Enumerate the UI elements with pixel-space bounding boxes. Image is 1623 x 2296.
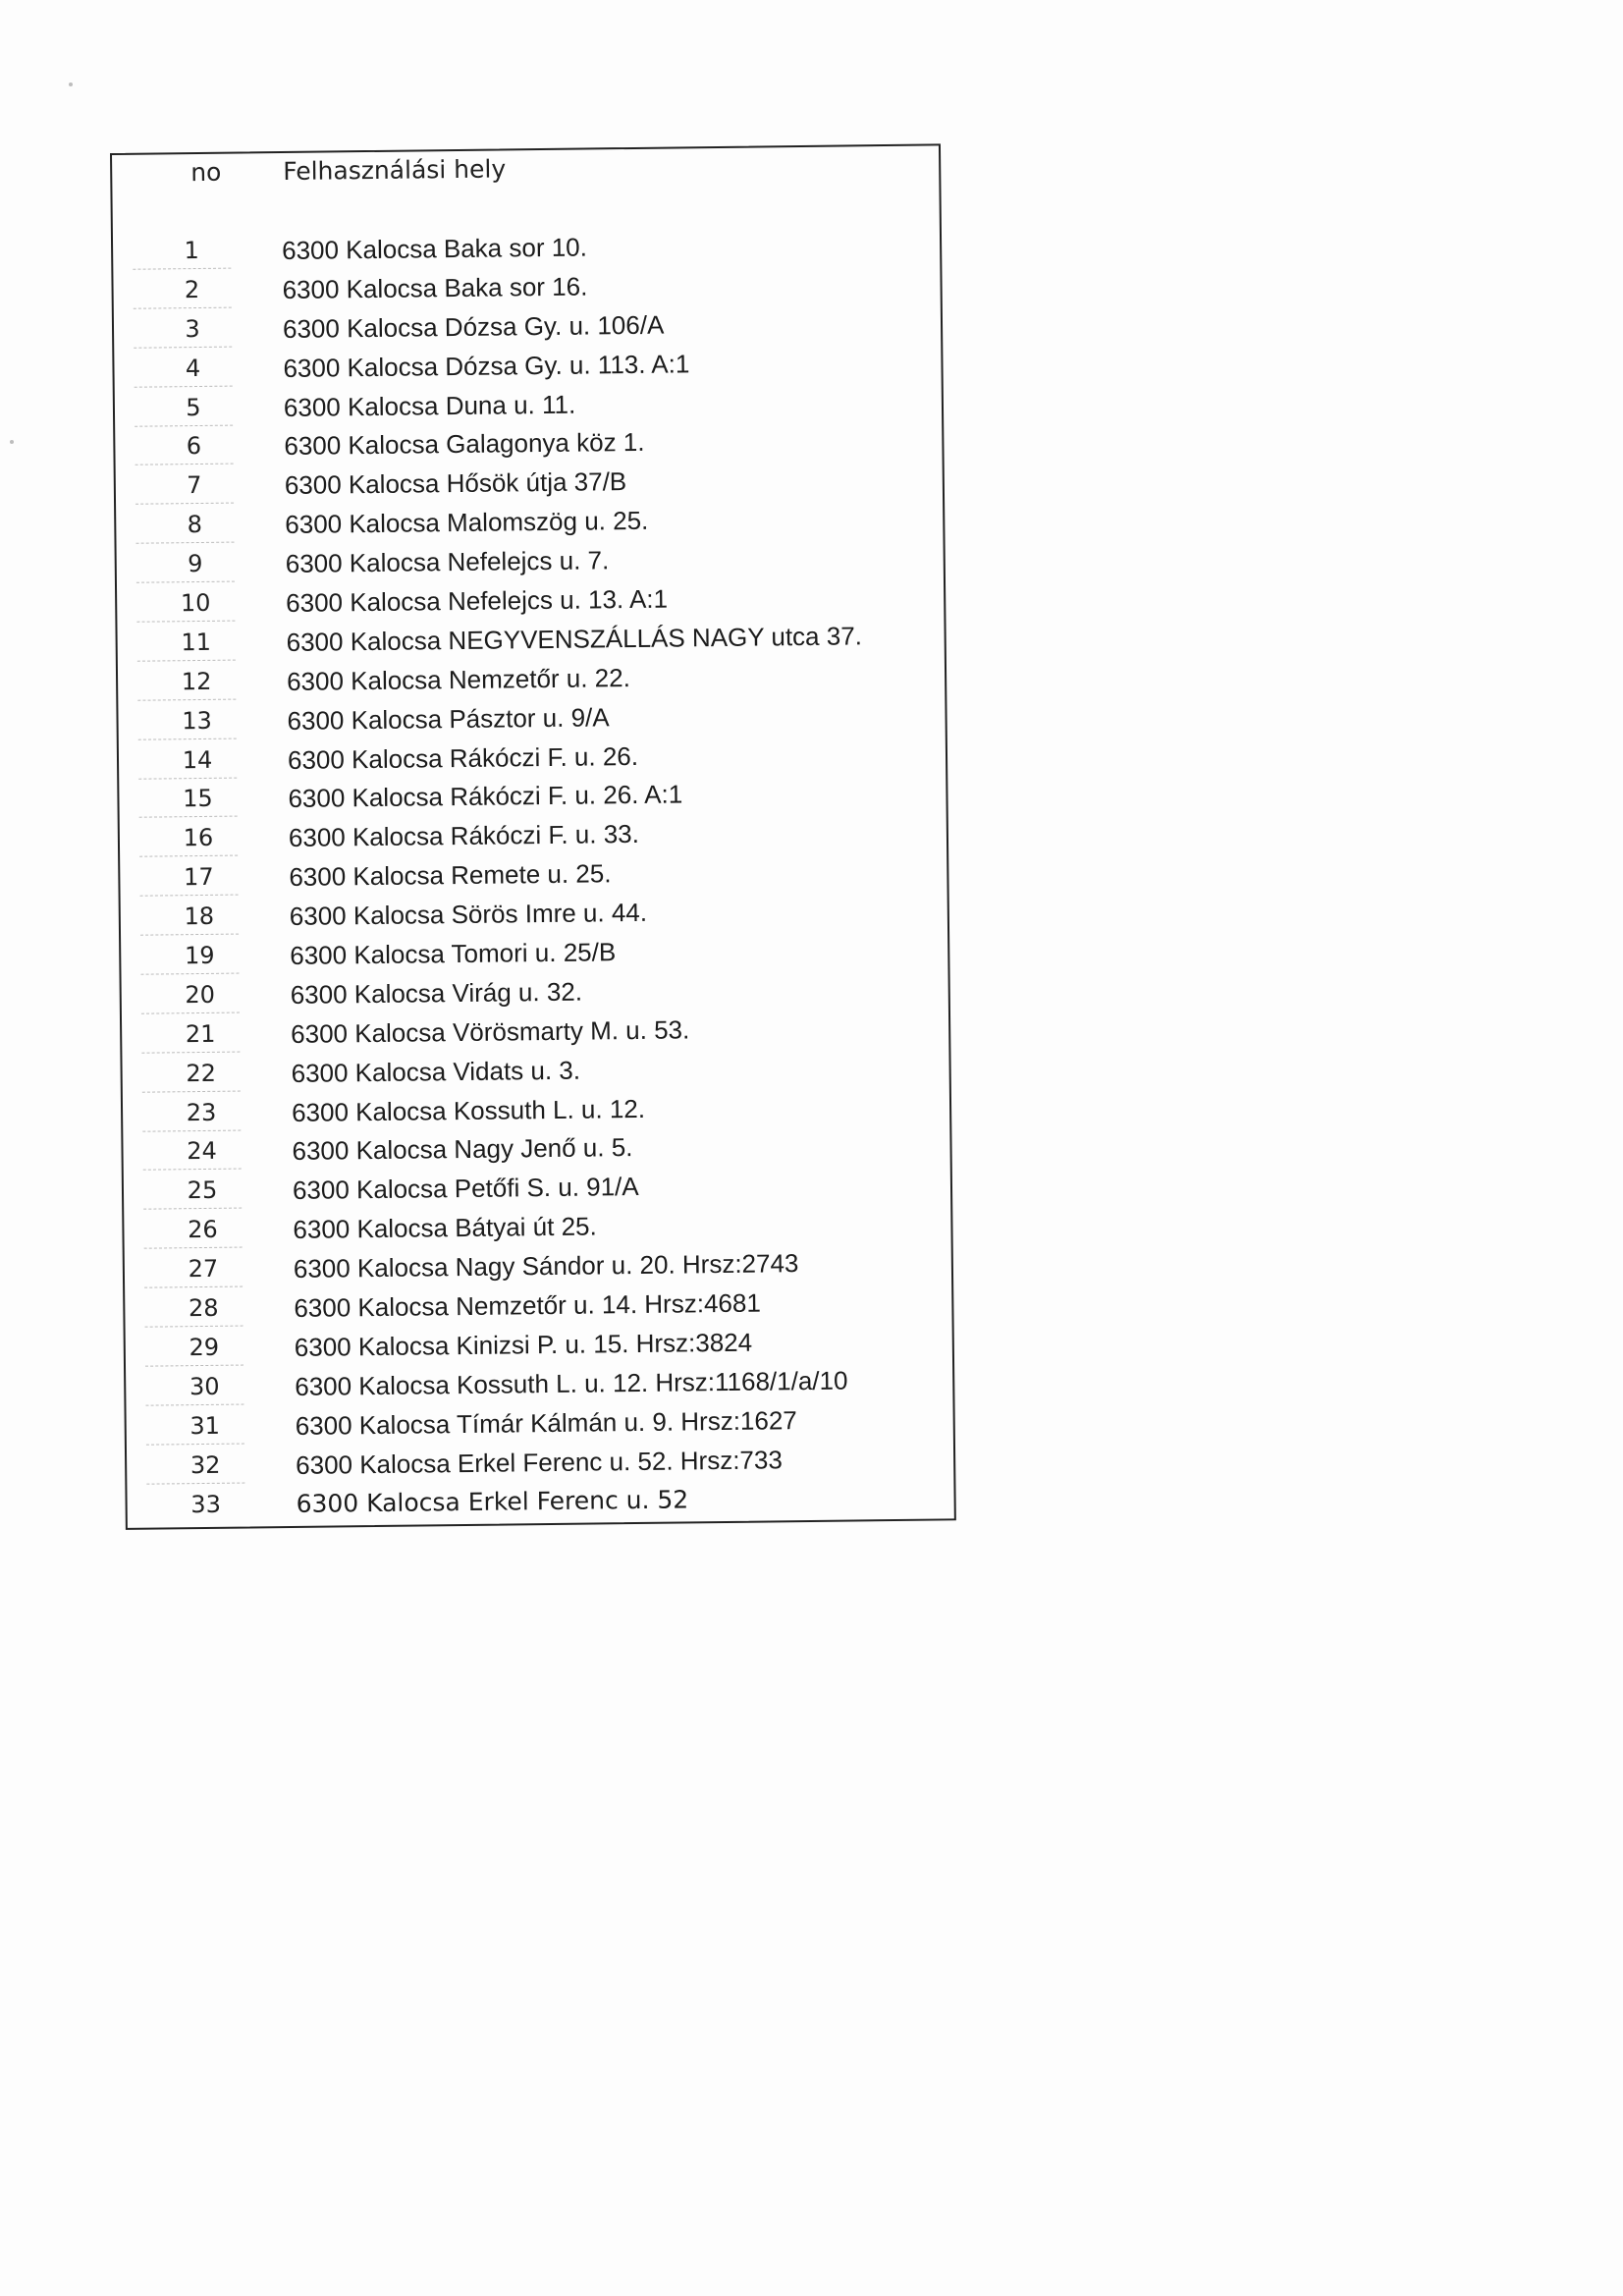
table-body [113,224,954,1526]
row-number: 28 [188,1293,219,1323]
row-place: 6300 Kalocsa Rákóczi F. u. 26. [287,740,639,775]
row-number: 25 [187,1176,218,1205]
row-separator [134,306,232,308]
row-place: 6300 Kalocsa Rákóczi F. u. 33. [288,819,640,853]
row-place: 6300 Kalocsa Remete u. 25. [289,858,612,893]
row-number: 11 [181,628,212,657]
scan-speck [10,440,14,444]
row-number: 19 [184,941,215,970]
row-number: 8 [187,511,203,539]
row-separator [136,542,235,544]
row-separator [137,698,236,700]
row-place: 6300 Kalocsa Baka sor 10. [281,232,588,266]
row-number: 2 [184,275,200,304]
row-number: 13 [182,706,212,735]
row-number: 33 [190,1490,222,1518]
row-place: 6300 Kalocsa Nagy Sándor u. 20. Hrsz:2743 [293,1248,799,1285]
row-number: 17 [183,863,214,892]
row-separator [138,777,237,779]
row-place: 6300 Kalocsa Pásztor u. 9/A [287,701,610,736]
table-row [127,1478,953,1526]
row-place: 6300 Kalocsa Kossuth L. u. 12. Hrsz:1168/1/a/10 [295,1365,848,1401]
row-number: 29 [189,1333,220,1362]
row-separator [143,1169,242,1171]
row-separator [141,1011,240,1013]
row-number: 12 [181,667,212,696]
row-separator [146,1482,244,1484]
row-number: 15 [183,785,213,813]
row-separator [138,738,237,739]
row-place: 6300 Kalocsa Rákóczi F. u. 26. A:1 [288,779,683,814]
row-place: 6300 Kalocsa Virág u. 32. [290,976,583,1010]
row-place: 6300 Kalocsa Nagy Jenő u. 5. [292,1132,633,1167]
row-separator [141,1051,240,1053]
row-number: 3 [185,314,200,343]
row-separator [136,581,235,583]
row-separator [135,464,234,465]
scan-speck [69,82,73,86]
row-place: 6300 Kalocsa Nefelejcs u. 7. [285,545,610,579]
row-place: 6300 Kalocsa Kossuth L. u. 12. [291,1093,646,1127]
row-place: 6300 Kalocsa Bátyai út 25. [293,1211,597,1245]
row-place: 6300 Kalocsa Petőfi S. u. 91/A [292,1172,639,1206]
row-place: 6300 Kalocsa Baka sor 16. [282,271,588,304]
row-place: 6300 Kalocsa Nemzetőr u. 14. Hrsz:4681 [294,1287,761,1323]
row-place: 6300 Kalocsa Vidats u. 3. [291,1055,581,1088]
row-separator [139,816,238,818]
row-place: 6300 Kalocsa Tomori u. 25/B [290,937,617,971]
row-separator [135,385,233,387]
row-number: 10 [180,588,211,618]
row-number: 22 [186,1059,217,1087]
row-number: 27 [188,1254,219,1284]
row-place: 6300 Kalocsa Kinizsi P. u. 15. Hrsz:3824 [294,1327,753,1362]
row-number: 14 [182,745,213,774]
row-separator [136,621,235,623]
row-separator [134,346,232,348]
column-header-no: no [190,157,222,188]
row-place: 6300 Kalocsa Hősök útja 37/B [284,466,627,501]
row-place: 6300 Kalocsa Sörös Imre u. 44. [289,897,648,932]
row-separator [135,503,234,505]
row-number: 21 [185,1019,216,1048]
row-separator [140,973,239,975]
row-separator [144,1247,243,1249]
row-place: 6300 Kalocsa Galagonya köz 1. [284,427,645,462]
row-place: 6300 Kalocsa Malomszög u. 25. [285,506,649,540]
row-number: 20 [185,980,216,1010]
row-separator [146,1443,244,1445]
row-place: 6300 Kalocsa Vörösmarty M. u. 53. [291,1014,690,1049]
row-separator [133,268,231,270]
row-separator [145,1326,243,1328]
row-place: 6300 Kalocsa Dózsa Gy. u. 106/A [282,309,665,344]
row-separator [137,659,236,661]
row-place: 6300 Kalocsa Erkel Ferenc u. 52 [296,1484,689,1518]
row-place: 6300 Kalocsa Erkel Ferenc u. 52. Hrsz:733 [295,1444,784,1480]
table-header [112,145,940,224]
row-separator [143,1208,242,1210]
row-separator [142,1090,241,1092]
row-number: 9 [187,550,203,578]
row-place: 6300 Kalocsa Nemzetőr u. 22. [286,662,631,696]
row-separator [139,855,238,857]
locations-table [110,143,956,1530]
row-separator [144,1286,243,1288]
row-number: 4 [185,354,201,382]
row-number: 1 [184,236,199,265]
row-number: 23 [186,1098,217,1126]
row-place: 6300 Kalocsa Dózsa Gy. u. 113. A:1 [283,348,690,383]
row-number: 18 [184,902,215,931]
row-separator [142,1129,241,1131]
row-number: 16 [183,824,214,852]
row-separator [145,1403,243,1405]
row-number: 26 [188,1216,218,1244]
row-place: 6300 Kalocsa Nefelejcs u. 13. A:1 [286,583,669,619]
row-number: 5 [186,393,201,421]
row-separator [145,1364,243,1366]
row-number: 24 [187,1137,217,1166]
row-separator [140,934,239,936]
row-number: 7 [187,471,202,500]
row-place: 6300 Kalocsa NEGYVENSZÁLLÁS NAGY utca 37. [286,621,863,657]
column-header-place: Felhasználási hely [283,154,507,187]
row-place: 6300 Kalocsa Duna u. 11. [283,389,576,422]
row-place: 6300 Kalocsa Tímár Kálmán u. 9. Hrsz:1627 [295,1404,797,1441]
row-number: 32 [189,1450,221,1479]
row-separator [135,424,233,426]
row-number: 30 [189,1372,220,1400]
row-number: 31 [189,1411,221,1440]
row-separator [140,895,239,897]
row-number: 6 [186,432,202,461]
